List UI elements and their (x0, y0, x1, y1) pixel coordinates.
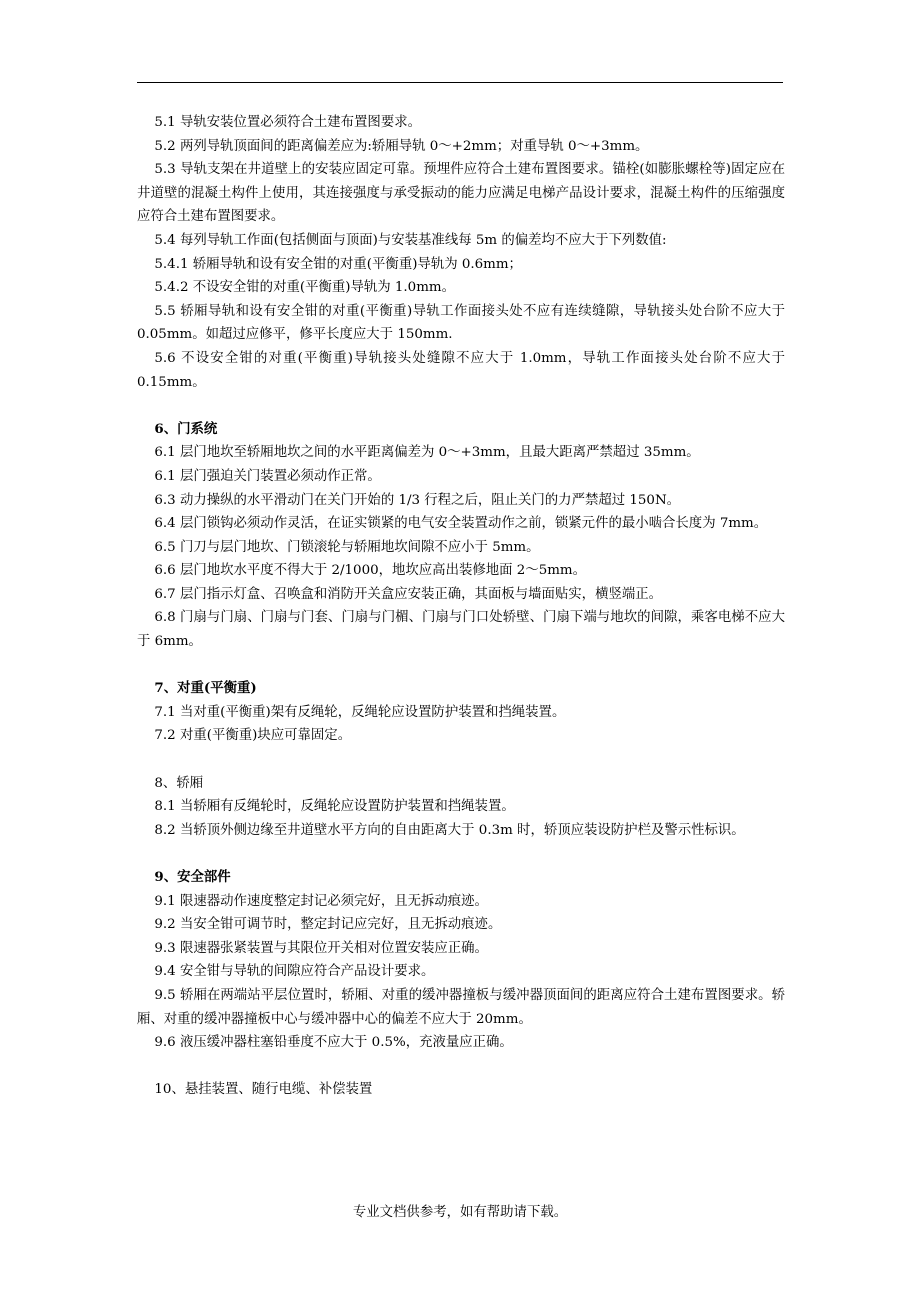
paragraph-6-1b: 6.1 层门强迫关门装置必须动作正常。 (154, 468, 381, 484)
paragraph-9-1: 9.1 限速器动作速度整定封记必须完好，且无拆动痕迹。 (154, 893, 488, 909)
section-gap (137, 842, 785, 866)
paragraph-9-5: 9.5 轿厢在两端站平层位置时，轿厢、对重的缓冲器撞板与缓冲器顶面间的距离应符合土建布置图要求。轿厢、对重的缓冲器撞板中心与缓冲器中心的偏差不应大于 20mm。 (137, 987, 785, 1027)
paragraph-6-8: 6.8 门扇与门扇、门扇与门套、门扇与门楣、门扇与门口处轿壁、门扇下端与地坎的间隙，乘客电梯不应大于 6mm。 (137, 610, 785, 650)
section-heading-counterweight: 7、对重(平衡重) (154, 680, 257, 697)
paragraph-5-4: 5.4 每列导轨工作面(包括侧面与顶面)与安装基准线每 5m 的偏差均不应大于下列数值: (154, 232, 667, 248)
section-gap (137, 394, 785, 418)
section-heading-car: 8、轿厢 (154, 775, 204, 791)
paragraph-6-1a: 6.1 层门地坎至轿厢地坎之间的水平距离偏差为 0～+3mm，且最大距离严禁超过 35mm。 (154, 445, 700, 461)
paragraph-5-4-2: 5.4.2 不设安全钳的对重(平衡重)导轨为 1.0mm。 (154, 280, 455, 296)
section-heading-door-system: 6、门系统 (154, 420, 218, 437)
section-gap (137, 748, 785, 772)
paragraph-6-7: 6.7 层门指示灯盒、召唤盒和消防开关盒应安装正确，其面板与墙面贴实，横竖端正。 (154, 586, 663, 602)
paragraph-8-1: 8.1 当轿厢有反绳轮时，反绳轮应设置防护装置和挡绳装置。 (154, 799, 515, 815)
paragraph-6-4: 6.4 层门锁钩必须动作灵活，在证实锁紧的电气安全装置动作之前，锁紧元件的最小啮合长度为 7mm。 (154, 516, 768, 532)
paragraph-8-2: 8.2 当轿顶外侧边缘至井道壁水平方向的自由距离大于 0.3m 时，轿顶应装设防护栏及警示性标识。 (154, 822, 745, 838)
paragraph-5-6: 5.6 不设安全钳的对重(平衡重)导轨接头处缝隙不应大于 1.0mm，导轨工作面接头处台阶不应大于 0.15mm。 (137, 350, 785, 390)
paragraph-6-5: 6.5 门刀与层门地坎、门锁滚轮与轿厢地坎间隙不应小于 5mm。 (154, 539, 540, 555)
paragraph-5-3: 5.3 导轨支架在井道壁上的安装应固定可靠。预埋件应符合土建布置图要求。锚栓(如膨胀螺栓等)固定应在井道壁的混凝土构件上使用，其连接强度与承受振动的能力应满足电梯产品设计要求，混凝土构件的压缩强度应符合土建布置图要求。 (137, 162, 785, 225)
paragraph-9-2: 9.2 当安全钳可调节时，整定封记应完好，且无拆动痕迹。 (154, 917, 502, 933)
paragraph-9-4: 9.4 安全钳与导轨的间隙应符合产品设计要求。 (154, 964, 435, 980)
paragraph-7-1: 7.1 当对重(平衡重)架有反绳轮，反绳轮应设置防护装置和挡绳装置。 (154, 704, 566, 720)
paragraph-5-1: 5.1 导轨安装位置必须符合土建布置图要求。 (154, 115, 421, 130)
paragraph-9-3: 9.3 限速器张紧装置与其限位开关相对位置安装应正确。 (154, 940, 488, 956)
document-body (137, 111, 785, 1102)
paragraph-6-6: 6.6 层门地坎水平度不得大于 2/1000，地坎应高出装修地面 2～5mm。 (154, 563, 586, 579)
paragraph-6-3: 6.3 动力操纵的水平滑动门在关门开始的 1/3 行程之后，阻止关门的力严禁超过 150N。 (154, 492, 681, 508)
section-gap (137, 1055, 785, 1079)
section-heading-safety-components: 9、安全部件 (154, 869, 231, 885)
header-rule (137, 82, 783, 83)
paragraph-5-5: 5.5 轿厢导轨和设有安全钳的对重(平衡重)导轨工作面接头处不应有连续缝隙，导轨接头处台阶不应大于 0.05mm。如超过应修平，修平长度应大于 150mm. (137, 303, 785, 343)
paragraph-5-2: 5.2 两列导轨顶面间的距离偏差应为:轿厢导轨 0～+2mm；对重导轨 0～+3mm。 (154, 138, 649, 154)
section-gap (137, 654, 785, 678)
section-heading-suspension: 10、悬挂装置、随行电缆、补偿装置 (154, 1082, 373, 1098)
paragraph-5-4-1: 5.4.1 轿厢导轨和设有安全钳的对重(平衡重)导轨为 0.6mm； (154, 256, 522, 272)
paragraph-9-6: 9.6 液压缓冲器柱塞铅垂度不应大于 0.5%，充液量应正确。 (154, 1035, 513, 1051)
paragraph-7-2: 7.2 对重(平衡重)块应可靠固定。 (154, 728, 352, 744)
page-footer: 专业文档供参考，如有帮助请下载。 (352, 1205, 568, 1220)
